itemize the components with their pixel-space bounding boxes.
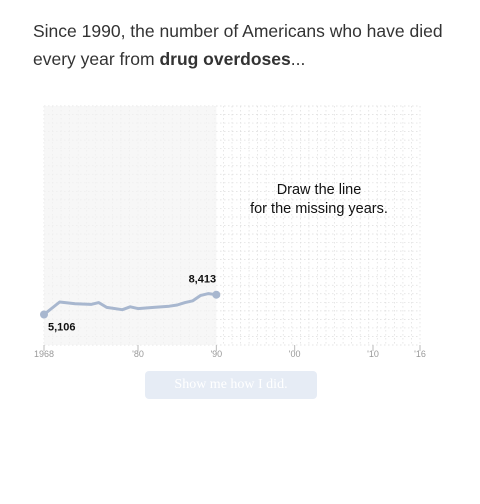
- intro-text-before: Since 1990, the number of Americans who have died every year from: [33, 21, 443, 69]
- known-data-area: [44, 106, 216, 345]
- x-tick-label: '00: [288, 349, 301, 359]
- intro-text: [33, 17, 453, 73]
- draw-prompt-line1: Draw the line: [276, 182, 362, 198]
- x-tick-label: '90: [210, 349, 223, 359]
- x-tick-label: 1968: [33, 349, 55, 359]
- intro-text-bold: drug overdoses: [159, 49, 291, 69]
- x-tick-label: '16: [414, 349, 426, 359]
- series-point: [40, 310, 48, 318]
- x-tick-label: '10: [367, 349, 379, 359]
- show-me-button[interactable]: Show me how I did.: [145, 371, 317, 399]
- series-point: [212, 291, 220, 299]
- x-axis: [34, 345, 426, 359]
- x-tick-label: '80: [132, 349, 144, 359]
- data-label: 5,106: [48, 321, 76, 334]
- data-label: 8,413: [188, 273, 217, 286]
- intro-text-after: ...: [290, 49, 306, 69]
- draw-line-chart[interactable]: [0, 90, 480, 370]
- draw-prompt-line2: for the missing years.: [250, 201, 388, 217]
